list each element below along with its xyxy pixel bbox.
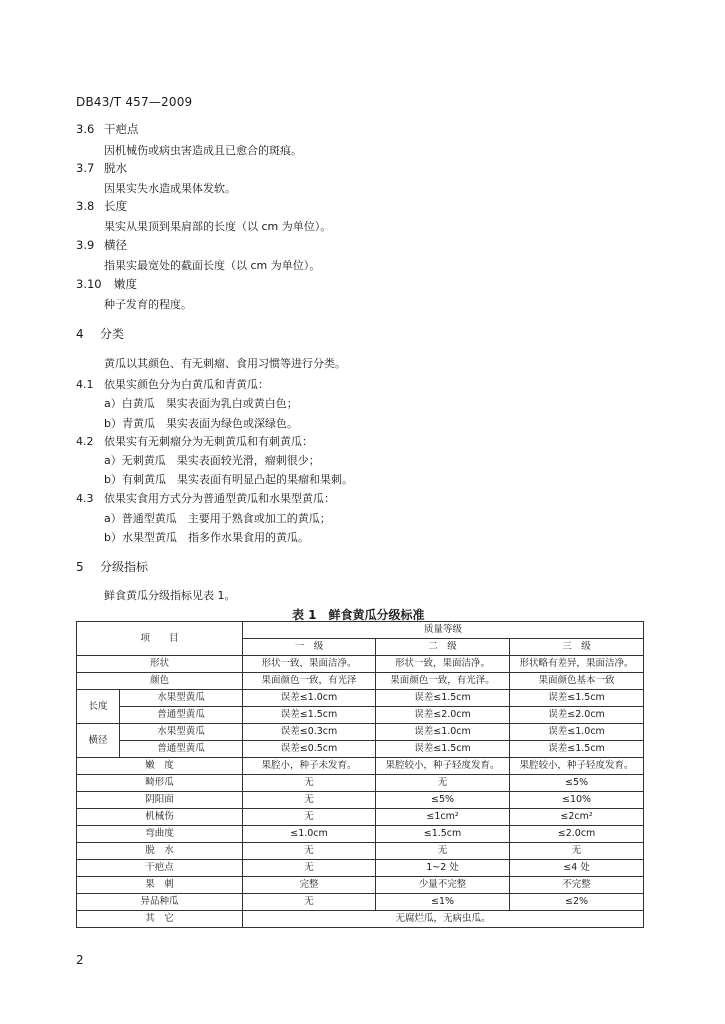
- table-cell: ≤1cm²: [376, 809, 510, 826]
- row-label: 异品种瓜: [77, 894, 243, 911]
- clause-4-1-b: b）青黄瓜 果实表面为绿色或深绿色。: [104, 417, 298, 430]
- row-label: 形状: [77, 656, 243, 673]
- definition-3-9-text: 指果实最宽处的截面长度（以 cm 为单位）。: [104, 259, 321, 272]
- table-cell: 误差≤1.5cm: [376, 741, 510, 758]
- clause-text: 依果实食用方式分为普通型黄瓜和水果型黄瓜：: [104, 492, 335, 505]
- definition-3-6-text: 因机械伤或病虫害造成且已愈合的斑痕。: [104, 144, 302, 157]
- row-group-label: 横径: [77, 724, 120, 758]
- table-cell: 无: [243, 860, 376, 877]
- definition-3-7-text: 因果实失水造成果体发软。: [104, 182, 236, 195]
- row-label: 水果型黄瓜: [120, 690, 243, 707]
- table-row: [77, 758, 644, 775]
- table-cell: 果腔较小，种子轻度发育。: [376, 758, 510, 775]
- table-row: [77, 724, 644, 741]
- section-number: 5: [76, 560, 84, 574]
- definition-term: 横径: [104, 238, 127, 252]
- row-label: 机械伤: [77, 809, 243, 826]
- definition-3-8-text: 果实从果顶到果肩部的长度（以 cm 为单位）。: [104, 220, 332, 233]
- definition-3-8-heading: [76, 198, 127, 214]
- clause-4-3: [76, 490, 335, 506]
- table-cell: 完整: [243, 877, 376, 894]
- table-cell: ≤5%: [510, 775, 644, 792]
- table-row: [77, 707, 644, 724]
- definition-term: 嫩度: [114, 277, 137, 291]
- definition-number: 3.7: [76, 161, 95, 175]
- definition-3-10-text: 种子发育的程度。: [104, 298, 192, 311]
- row-label: 其 它: [77, 911, 243, 928]
- table-cell: 1~2 处: [376, 860, 510, 877]
- table-cell: 误差≤1.5cm: [510, 741, 644, 758]
- table-cell: ≤10%: [510, 792, 644, 809]
- table-row: [77, 792, 644, 809]
- table-cell: 无: [243, 894, 376, 911]
- row-label: 水果型黄瓜: [120, 724, 243, 741]
- table-cell: ≤2%: [510, 894, 644, 911]
- clause-text: 依果实颜色分为白黄瓜和青黄瓜：: [104, 378, 269, 391]
- clause-4-3-a: a）普通型黄瓜 主要用于熟食或加工的黄瓜；: [104, 512, 331, 525]
- table-cell: 形状略有差异，果面洁净。: [510, 656, 644, 673]
- table-row: [77, 741, 644, 758]
- table-row: [77, 843, 644, 860]
- definition-3-10-heading: [76, 276, 137, 292]
- table-row: [77, 911, 644, 928]
- row-label: 干疤点: [77, 860, 243, 877]
- table-cell: 误差≤1.5cm: [376, 690, 510, 707]
- clause-4-1-a: a）白黄瓜 果实表面为乳白或黄白色；: [104, 397, 298, 410]
- table-cell: ≤1.5cm: [376, 826, 510, 843]
- table-cell: ≤5%: [376, 792, 510, 809]
- table-cell: ≤2cm²: [510, 809, 644, 826]
- section-title: 分级指标: [100, 560, 149, 574]
- table-cell: 果面颜色基本一致: [510, 673, 644, 690]
- row-label: 畸形瓜: [77, 775, 243, 792]
- table-row: [77, 877, 644, 894]
- table-header-row: [77, 622, 644, 639]
- section-5-heading: [76, 558, 148, 575]
- table-row: [77, 673, 644, 690]
- section-4-heading: [76, 325, 124, 342]
- table-cell: 无腐烂瓜，无病虫瓜。: [243, 911, 644, 928]
- table-cell: 误差≤2.0cm: [376, 707, 510, 724]
- table-cell: ≤1.0cm: [243, 826, 376, 843]
- table-row: [77, 860, 644, 877]
- section-5-intro: 鲜食黄瓜分级指标见表 1。: [104, 589, 236, 602]
- table-cell: 无: [243, 809, 376, 826]
- table-cell: 误差≤1.0cm: [376, 724, 510, 741]
- table-cell: 误差≤0.3cm: [243, 724, 376, 741]
- definition-number: 3.10: [76, 277, 102, 291]
- grading-table: [76, 621, 644, 928]
- clause-number: 4.1: [76, 378, 94, 391]
- page-number: 2: [76, 953, 84, 967]
- table-cell: 果面颜色一致，有光泽: [243, 673, 376, 690]
- table-cell: 形状一致，果面洁净。: [243, 656, 376, 673]
- table-cell: ≤4 处: [510, 860, 644, 877]
- definition-3-6-heading: [76, 121, 139, 137]
- definition-3-7-heading: [76, 160, 127, 176]
- row-group-label: 长度: [77, 690, 120, 724]
- header-quality-grade: 质量等级: [243, 622, 644, 639]
- row-label: 普通型黄瓜: [120, 707, 243, 724]
- section-4-intro: 黄瓜以其颜色、有无刺瘤、食用习惯等进行分类。: [104, 357, 346, 370]
- row-label: 颜色: [77, 673, 243, 690]
- header-grade-1: 一 级: [243, 639, 376, 656]
- table-row: [77, 775, 644, 792]
- definition-term: 长度: [104, 199, 127, 213]
- table-row: [77, 656, 644, 673]
- clause-4-3-b: b）水果型黄瓜 指多作水果食用的黄瓜。: [104, 531, 309, 544]
- table-cell: 误差≤2.0cm: [510, 707, 644, 724]
- definition-number: 3.9: [76, 238, 95, 252]
- table-cell: 果腔较小，种子轻度发育。: [510, 758, 644, 775]
- table-cell: 无: [243, 775, 376, 792]
- header-grade-3: 三 级: [510, 639, 644, 656]
- table-cell: 少量不完整: [376, 877, 510, 894]
- section-number: 4: [76, 327, 84, 341]
- clause-4-2-b: b）有刺黄瓜 果实表面有明显凸起的果瘤和果刺。: [104, 473, 353, 486]
- row-label: 弯曲度: [77, 826, 243, 843]
- table-cell: 形状一致，果面洁净。: [376, 656, 510, 673]
- table-row: [77, 690, 644, 707]
- section-title: 分类: [100, 327, 125, 341]
- header-grade-2: 二 级: [376, 639, 510, 656]
- definition-number: 3.6: [76, 122, 95, 136]
- definition-number: 3.8: [76, 199, 95, 213]
- definition-3-9-heading: [76, 237, 127, 253]
- table-cell: 误差≤1.5cm: [243, 707, 376, 724]
- table-cell: 果面颜色一致，有光泽。: [376, 673, 510, 690]
- table-cell: 误差≤1.0cm: [510, 724, 644, 741]
- table-cell: 果腔小，种子未发育。: [243, 758, 376, 775]
- clause-number: 4.3: [76, 492, 94, 505]
- table-cell: 误差≤1.0cm: [243, 690, 376, 707]
- row-label: 嫩 度: [77, 758, 243, 775]
- clause-number: 4.2: [76, 435, 94, 448]
- definition-term: 干疤点: [104, 122, 139, 136]
- table-row: [77, 809, 644, 826]
- table-cell: 误差≤1.5cm: [510, 690, 644, 707]
- row-label: 脱 水: [77, 843, 243, 860]
- clause-4-1: [76, 376, 269, 392]
- table-cell: 无: [243, 792, 376, 809]
- clause-4-2-a: a）无刺黄瓜 果实表面较光滑，瘤刺很少；: [104, 454, 320, 467]
- row-label: 果 刺: [77, 877, 243, 894]
- table-row: [77, 826, 644, 843]
- table-cell: 无: [376, 775, 510, 792]
- table-cell: 误差≤0.5cm: [243, 741, 376, 758]
- table-cell: 无: [376, 843, 510, 860]
- row-label: 普通型黄瓜: [120, 741, 243, 758]
- row-label: 阴阳面: [77, 792, 243, 809]
- clause-text: 依果实有无刺瘤分为无刺黄瓜和有刺黄瓜：: [104, 435, 313, 448]
- table-cell: ≤1%: [376, 894, 510, 911]
- table-row: [77, 894, 644, 911]
- document-code: DB43/T 457—2009: [76, 95, 193, 109]
- definition-term: 脱水: [104, 161, 127, 175]
- clause-4-2: [76, 433, 313, 449]
- table-cell: 无: [243, 843, 376, 860]
- table-cell: 不完整: [510, 877, 644, 894]
- table-cell: 无: [510, 843, 644, 860]
- table-caption: 表 1 鲜食黄瓜分级标准: [292, 608, 425, 622]
- header-item: 项 目: [77, 622, 243, 656]
- table-cell: ≤2.0cm: [510, 826, 644, 843]
